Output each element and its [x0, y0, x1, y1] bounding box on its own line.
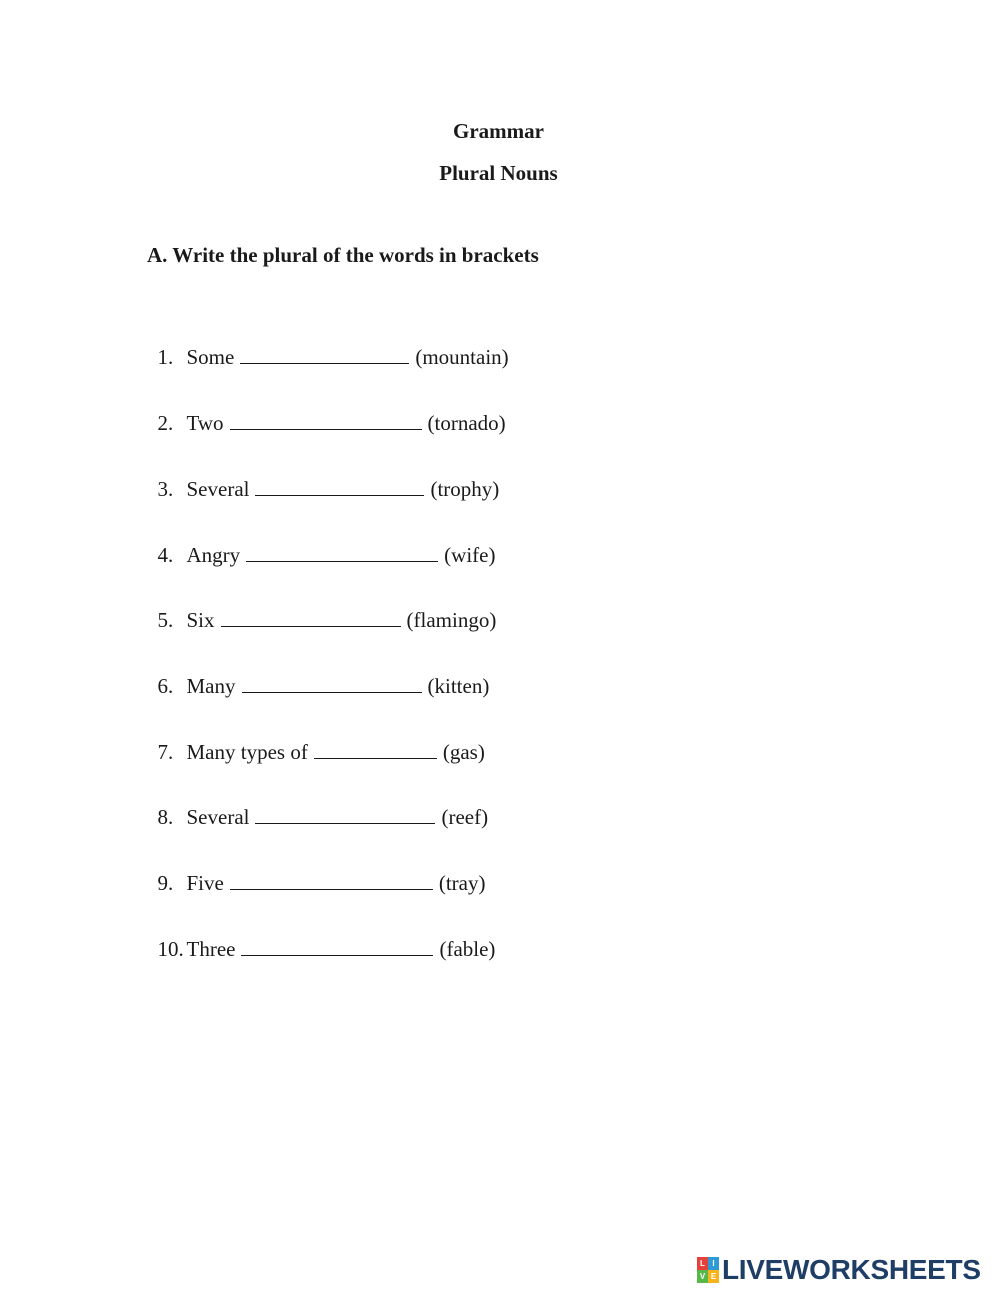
logo-letter-e: E [708, 1270, 719, 1283]
question-item [147, 321, 509, 369]
answer-blank[interactable] [255, 805, 435, 824]
logo-letter-v: V [697, 1270, 708, 1283]
answer-blank[interactable] [242, 674, 422, 693]
question-prompt: Many types of [186, 740, 308, 764]
question-prompt: Some [186, 345, 235, 369]
question-number: 8. [157, 805, 174, 829]
question-item [147, 913, 495, 961]
question-item [147, 716, 485, 764]
question-number: 1. [157, 345, 174, 369]
question-prompt: Five [186, 871, 224, 895]
question-number: 5. [157, 608, 174, 632]
question-number: 9. [157, 871, 174, 895]
section-heading: A. Write the plural of the words in brackets [147, 243, 539, 267]
question-item [147, 650, 489, 698]
question-number: 7. [157, 740, 174, 764]
question-item [147, 781, 488, 829]
answer-blank[interactable] [314, 740, 437, 759]
question-item [147, 584, 496, 632]
logo-letter-i: I [708, 1257, 719, 1270]
question-hint: (flamingo) [406, 608, 497, 632]
answer-blank[interactable] [230, 411, 422, 430]
answer-blank[interactable] [230, 871, 433, 890]
question-prompt: Several [186, 805, 250, 829]
answer-blank[interactable] [241, 937, 433, 956]
question-number: 2. [157, 411, 174, 435]
question-prompt: Two [186, 411, 224, 435]
question-hint: (trophy) [430, 477, 500, 501]
page-subtitle: Plural Nouns [439, 161, 558, 185]
question-item [147, 387, 506, 435]
liveworksheets-brand[interactable] [697, 1256, 981, 1284]
question-hint: (mountain) [415, 345, 509, 369]
page-title: Grammar [453, 119, 544, 143]
question-item [147, 519, 495, 567]
brand-name: LIVEWORKSHEETS [722, 1254, 981, 1285]
question-number: 4. [157, 543, 174, 567]
question-prompt: Three [186, 937, 236, 961]
question-hint: (tornado) [427, 411, 506, 435]
question-hint: (wife) [444, 543, 496, 567]
answer-blank[interactable] [255, 477, 424, 496]
question-prompt: Several [186, 477, 250, 501]
question-hint: (gas) [442, 740, 485, 764]
liveworksheets-logo-icon [697, 1257, 719, 1283]
answer-blank[interactable] [221, 608, 401, 627]
question-hint: (fable) [439, 937, 496, 961]
question-item [147, 453, 499, 501]
answer-blank[interactable] [246, 543, 438, 562]
question-hint: (tray) [438, 871, 486, 895]
question-prompt: Angry [186, 543, 241, 567]
question-number: 6. [157, 674, 174, 698]
question-item [147, 847, 485, 895]
question-hint: (reef) [441, 805, 489, 829]
question-hint: (kitten) [427, 674, 490, 698]
question-prompt: Six [186, 608, 215, 632]
question-number: 10. [157, 937, 184, 961]
logo-letter-l: L [697, 1257, 708, 1270]
question-prompt: Many [186, 674, 236, 698]
answer-blank[interactable] [240, 345, 409, 364]
question-number: 3. [157, 477, 174, 501]
